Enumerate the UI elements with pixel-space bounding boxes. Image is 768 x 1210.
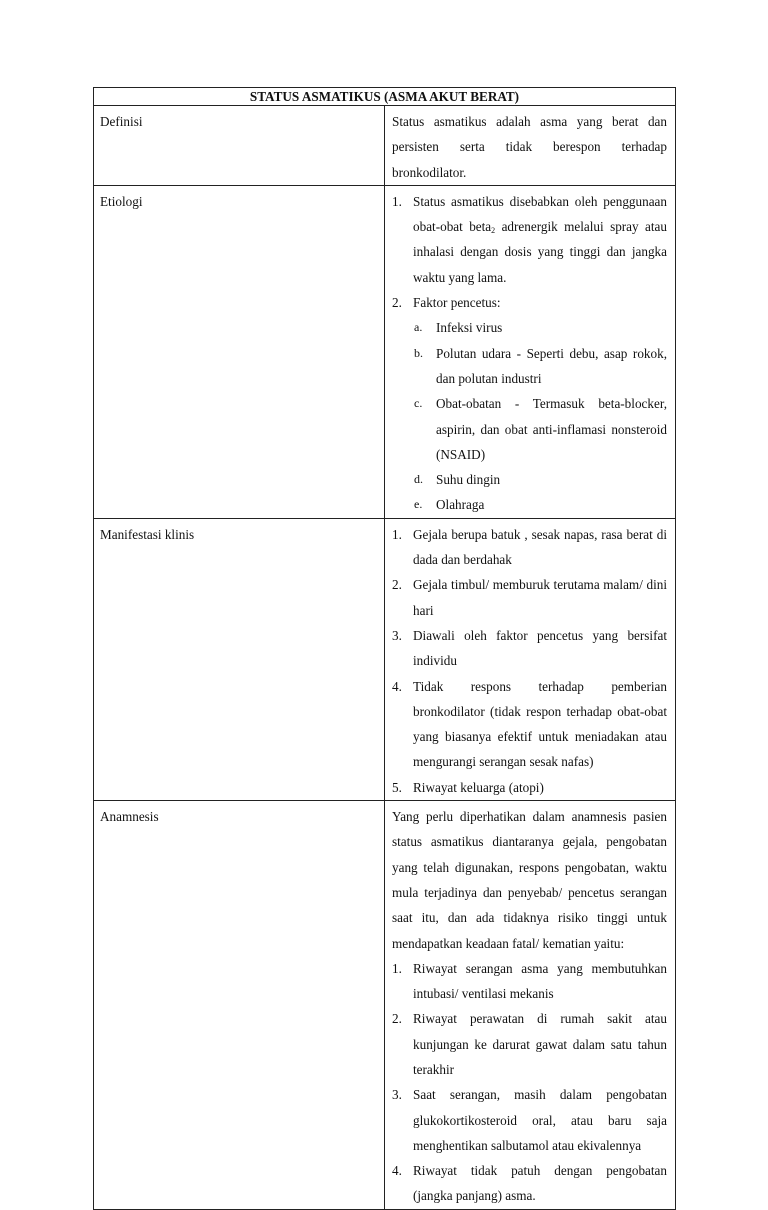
row-label-anamnesis: Anamnesis xyxy=(94,801,385,1210)
manifestasi-text: Diawali oleh faktor pencetus yang bersifat individu xyxy=(413,627,667,669)
anamnesis-text: Riwayat tidak patuh dengan pengobatan (jangka panjang) asma. xyxy=(413,1163,667,1204)
row-label-manifestasi: Manifestasi klinis xyxy=(94,518,385,800)
row-etiologi xyxy=(94,185,676,518)
list-item xyxy=(392,956,667,1007)
factor-text: Infeksi virus xyxy=(436,320,503,336)
row-label-definisi: Definisi xyxy=(94,106,385,186)
manifestasi-text: Gejala timbul/ memburuk terutama malam/ dini hari xyxy=(413,577,667,618)
list-marker: 4. xyxy=(392,1163,402,1179)
row-anamnesis xyxy=(94,801,676,1210)
list-item xyxy=(392,522,667,573)
anamnesis-list xyxy=(392,956,667,1209)
list-item xyxy=(413,467,667,492)
title-row xyxy=(94,88,676,106)
list-marker: d. xyxy=(414,472,423,487)
list-marker: e. xyxy=(414,497,423,512)
list-item xyxy=(392,775,667,800)
row-manifestasi xyxy=(94,518,676,800)
list-marker: a. xyxy=(414,320,423,335)
factor-text: Obat-obatan - Termasuk beta-blocker, aspirin, dan obat anti-inflamasi nonsteroid (NSAID) xyxy=(436,396,667,462)
list-marker: c. xyxy=(414,396,423,411)
list-item xyxy=(392,1006,667,1082)
anamnesis-text: Saat serangan, masih dalam pengobatan glukokortikosteroid oral, atau baru saja menghentikan salbutamol atau ekivalennya xyxy=(413,1087,667,1153)
row-definisi xyxy=(94,106,676,186)
list-marker: 1. xyxy=(392,526,402,542)
anamnesis-intro: Yang perlu diperhatikan dalam anamnesis pasien status asmatikus diantaranya gejala, pengobatan yang telah digunakan, respons pengobatan, waktu mula terjadinya dan penyebab/ pencetus serangan saat itu, dan ada tidaknya risiko tinggi untuk mendapatkan keadaan fatal/ kematian yaitu: xyxy=(392,809,667,951)
list-item xyxy=(392,674,667,775)
list-marker: 1. xyxy=(392,193,402,209)
factor-list xyxy=(413,315,667,517)
list-item xyxy=(392,1158,667,1209)
anamnesis-text: Riwayat serangan asma yang membutuhkan intubasi/ ventilasi mekanis xyxy=(413,960,667,1002)
row-content-anamnesis xyxy=(385,801,676,1210)
manifestasi-text: Tidak respons terhadap pemberian bronkodilator (tidak respon terhadap obat-obat yang biasanya efektif untuk meniadakan atau mengurangi serangan sesak nafas) xyxy=(413,678,667,770)
list-marker: 1. xyxy=(392,960,402,976)
manifestasi-text: Riwayat keluarga (atopi) xyxy=(413,779,544,795)
list-item xyxy=(392,572,667,623)
list-item xyxy=(392,290,667,518)
list-marker: 2. xyxy=(392,1011,402,1027)
manifestasi-list xyxy=(392,522,667,800)
list-marker: 4. xyxy=(392,678,402,694)
etiologi-list xyxy=(392,189,667,518)
row-label-etiologi: Etiologi xyxy=(94,185,385,518)
manifestasi-text: Gejala berupa batuk , sesak napas, rasa berat di dada dan berdahak xyxy=(413,526,667,568)
list-item xyxy=(413,391,667,467)
list-marker: 2. xyxy=(392,577,402,593)
list-item xyxy=(392,1082,667,1158)
asthma-status-table xyxy=(93,87,676,1210)
list-marker: 5. xyxy=(392,779,402,795)
etiologi-item1-cont: adrenergik melalui spray atau inhalasi dengan dosis yang tinggi dan jangka waktu yang lama. xyxy=(413,219,667,285)
table-title: STATUS ASMATIKUS (ASMA AKUT BERAT) xyxy=(94,88,676,106)
list-item xyxy=(413,315,667,340)
etiologi-item1-text: Status asmatikus disebabkan oleh penggunaan obat-obat beta xyxy=(413,193,667,235)
row-content-etiologi xyxy=(385,185,676,518)
row-content-manifestasi xyxy=(385,518,676,800)
factor-text: Suhu dingin xyxy=(436,472,501,488)
list-item xyxy=(413,341,667,392)
list-marker: 3. xyxy=(392,1087,402,1103)
list-marker: 3. xyxy=(392,627,402,643)
list-item xyxy=(392,189,667,290)
factor-text: Olahraga xyxy=(436,497,485,513)
factor-text: Polutan udara - Seperti debu, asap rokok, dan polutan industri xyxy=(436,345,667,386)
row-content-definisi xyxy=(385,106,676,186)
list-marker: b. xyxy=(414,345,423,360)
list-item xyxy=(413,492,667,517)
definisi-text: Status asmatikus adalah asma yang berat dan persisten serta tidak berespon terhadap bronkodilator. xyxy=(392,114,667,180)
list-item xyxy=(392,623,667,674)
list-marker: 2. xyxy=(392,295,402,311)
beta-subscript: 2 xyxy=(491,226,496,236)
etiologi-item2-text: Faktor pencetus: xyxy=(413,295,501,311)
anamnesis-text: Riwayat perawatan di rumah sakit atau kunjungan ke darurat gawat dalam satu tahun terakhir xyxy=(413,1011,667,1077)
